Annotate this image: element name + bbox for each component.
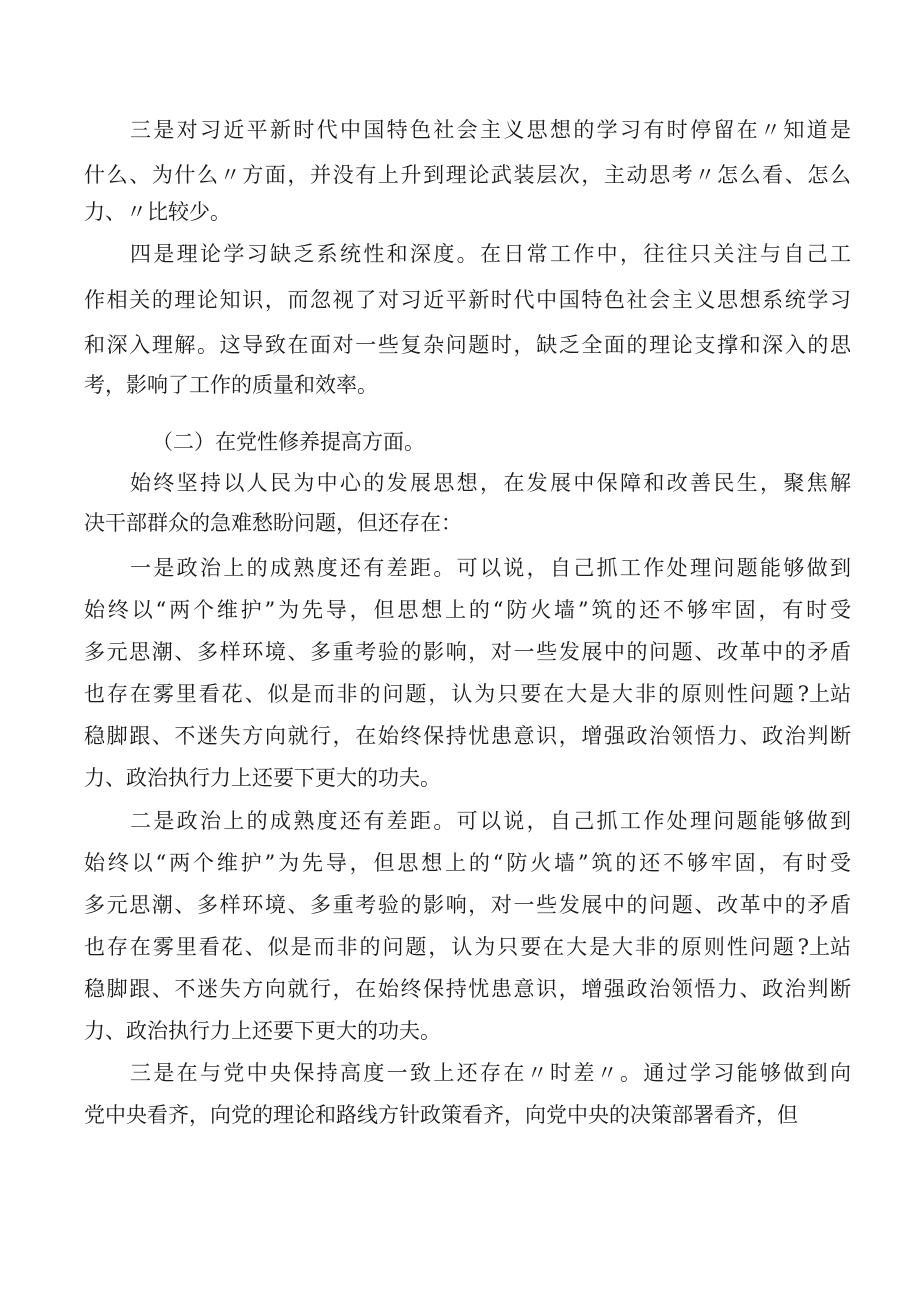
line-text: 二是政治上的成熟度还有差距。可以说，自己抓工作处理问题能够做到 [130, 809, 854, 833]
paragraph-line [0, 674, 920, 714]
line-text: 力、〃比较少。 [84, 200, 231, 224]
line-text: 什么、为什么〃方面，并没有上升到理论武装层次，主动思考〃怎么看、怎么 [84, 163, 853, 187]
paragraph-line [0, 234, 920, 274]
paragraph-line [0, 422, 920, 462]
paragraph-line [0, 801, 920, 841]
paragraph-line [0, 885, 920, 925]
line-text: （二）在党性修养提高方面。 [152, 430, 425, 454]
line-text: ?上站 [797, 682, 851, 706]
paragraph-line [0, 110, 920, 150]
line-text: 力、政治执行力上还要下更大的功夫。 [84, 1019, 441, 1043]
paragraph-line [0, 155, 920, 195]
paragraph-line [0, 503, 920, 543]
line-text: 决干部群众的急难愁盼问题，但还存在： [84, 511, 462, 535]
paragraph-line [0, 1011, 920, 1051]
line-text: 始终以“两个维护”为先导，但思想上的“防火墙”筑的还不够牢固，有时受 [84, 598, 854, 622]
line-text: 四是理论学习缺乏系统性和深度。在日常工作中，往往只关注与自己工 [130, 242, 854, 266]
line-text: 多元思潮、多样环境、多重考验的影响，对一些发展中的问题、改革中的矛盾 [84, 640, 853, 664]
paragraph-line [0, 548, 920, 588]
line-text: 多元思潮、多样环境、多重考验的影响，对一些发展中的问题、改革中的矛盾 [84, 893, 853, 917]
line-text: 力、政治执行力上还要下更大的功夫。 [84, 766, 441, 790]
line-text: 始终以“两个维护”为先导，但思想上的“防火墙”筑的还不够牢固，有时受 [84, 851, 854, 875]
line-text: ?上站 [797, 935, 851, 959]
line-text: 始终坚持以人民为中心的发展思想，在发展中保障和改善民生，聚焦解 [130, 471, 854, 495]
paragraph-line [0, 969, 920, 1009]
paragraph-line [0, 1095, 920, 1135]
line-text: 三是对习近平新时代中国特色社会主义思想的学习有时停留在〃知道是 [130, 118, 854, 142]
paragraph-line [0, 927, 920, 967]
line-text: 一是政治上的成熟度还有差距。可以说，自己抓工作处理问题能够做到 [130, 556, 854, 580]
line-text: 三是在与党中央保持高度一致上还存在〃时差〃。通过学习能够做到向 [130, 1061, 854, 1085]
paragraph-line [0, 1053, 920, 1093]
paragraph-line [0, 716, 920, 756]
paragraph-line [0, 365, 920, 405]
line-text: 考，影响了工作的质量和效率。 [84, 373, 378, 397]
line-text: 也存在雾里看花、似是而非的问题，认为只要在大是大非的原则性问题 [84, 682, 796, 706]
paragraph-line [0, 463, 920, 503]
paragraph-line [0, 758, 920, 798]
line-text: 稳脚跟、不迷失方向就行，在始终保持忧患意识，增强政治领悟力、政治判断 [84, 724, 853, 748]
line-text: 党中央看齐，向党的理论和路线方针政策看齐，向党中央的决策部署看齐，但 [84, 1103, 798, 1127]
line-text: 稳脚跟、不迷失方向就行，在始终保持忧患意识，增强政治领悟力、政治判断 [84, 977, 853, 1001]
line-text: 和深入理解。这导致在面对一些复杂问题时，缺乏全面的理论支撑和深入的思 [84, 333, 853, 357]
paragraph-line [0, 632, 920, 672]
paragraph-line [0, 843, 920, 883]
line-text: 作相关的理论知识，而忽视了对习近平新时代中国特色社会主义思想系统学习 [84, 288, 853, 312]
paragraph-line [0, 325, 920, 365]
paragraph-line [0, 590, 920, 630]
paragraph-line [0, 280, 920, 320]
paragraph-line [0, 192, 920, 232]
line-text: 也存在雾里看花、似是而非的问题，认为只要在大是大非的原则性问题 [84, 935, 796, 959]
